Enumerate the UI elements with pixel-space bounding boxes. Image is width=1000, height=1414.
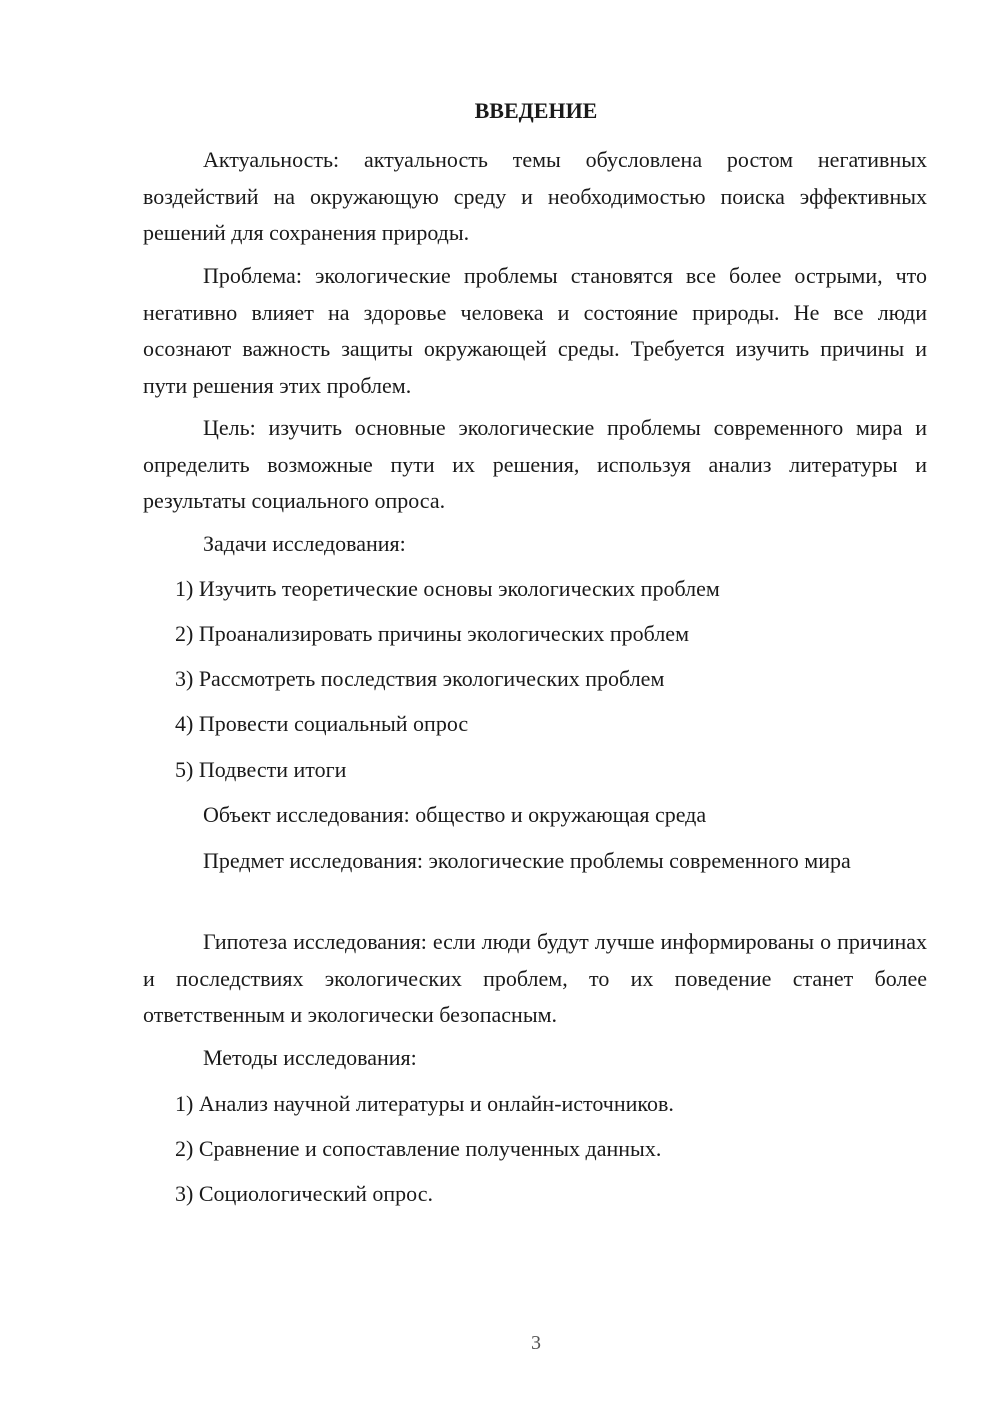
- task-item: 3) Рассмотреть последствия экологических проблем: [175, 666, 665, 691]
- page-number: 3: [531, 1332, 541, 1354]
- task-item: 5) Подвести итоги: [175, 757, 347, 782]
- task-item: 4) Провести социальный опрос: [175, 711, 469, 736]
- problem-paragraph: Проблема: экологические проблемы становятся все более острыми, что негативно влияет на здоровье человека и состояние природы. Не все люди осознают важность защиты окружающей среды. Требуется изучить причины и пути решения этих проблем.: [143, 263, 927, 398]
- hypothesis-paragraph: Гипотеза исследования: если люди будут лучше информированы о причинах и последствиях экологических проблем, то их поведение станет более ответственным и экологически безопасным.: [143, 929, 927, 1027]
- tasks-heading: Задачи исследования:: [203, 531, 406, 556]
- method-item: 2) Сравнение и сопоставление полученных данных.: [175, 1136, 662, 1161]
- method-item: 3) Социологический опрос.: [175, 1181, 433, 1206]
- methods-heading: Методы исследования:: [203, 1045, 417, 1070]
- goal-paragraph: Цель: изучить основные экологические проблемы современного мира и определить возможные пути их решения, используя анализ литературы и результаты социального опроса.: [143, 415, 927, 513]
- object-paragraph: Объект исследования: общество и окружающая среда: [203, 802, 707, 827]
- page-title: ВВЕДЕНИЕ: [474, 98, 598, 123]
- task-item: 2) Проанализировать причины экологических проблем: [175, 621, 689, 646]
- task-item: 1) Изучить теоретические основы экологических проблем: [175, 576, 720, 601]
- subject-paragraph: Предмет исследования: экологические проблемы современного мира: [203, 848, 851, 873]
- relevance-paragraph: Актуальность: актуальность темы обусловлена ростом негативных воздействий на окружающую среду и необходимостью поиска эффективных решений для сохранения природы.: [143, 147, 927, 245]
- method-item: 1) Анализ научной литературы и онлайн-источников.: [175, 1091, 674, 1116]
